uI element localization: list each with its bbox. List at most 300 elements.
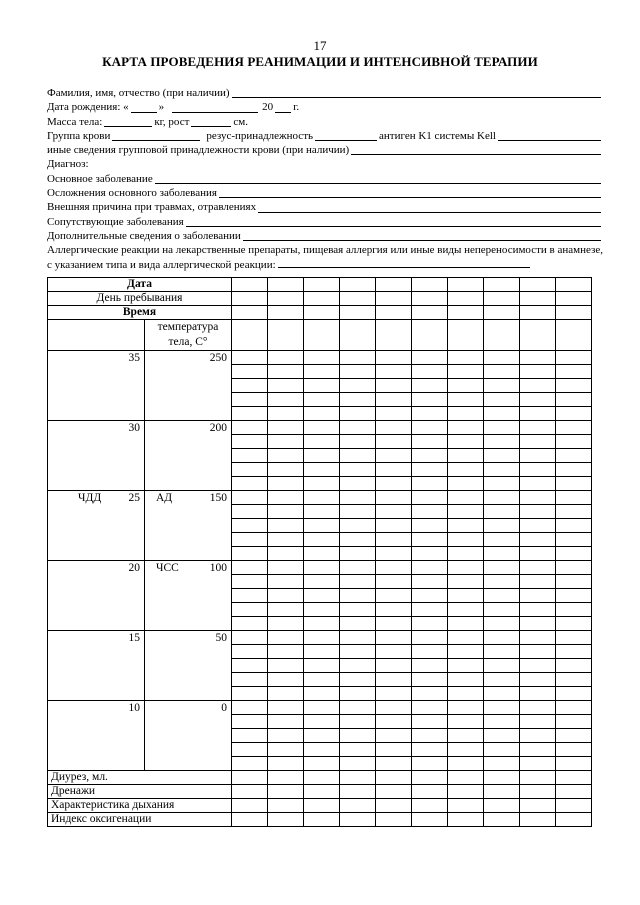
grid-cell[interactable] — [484, 729, 520, 743]
grid-cell[interactable] — [520, 393, 556, 407]
grid-cell[interactable] — [304, 645, 340, 659]
grid-cell[interactable] — [340, 407, 376, 421]
grid-cell[interactable] — [304, 575, 340, 589]
grid-cell[interactable] — [556, 292, 592, 306]
grid-cell[interactable] — [556, 561, 592, 575]
grid-cell[interactable] — [556, 306, 592, 320]
grid-cell[interactable] — [376, 673, 412, 687]
grid-cell[interactable] — [304, 407, 340, 421]
grid-cell[interactable] — [556, 813, 592, 827]
grid-cell[interactable] — [484, 673, 520, 687]
grid-cell[interactable] — [268, 617, 304, 631]
grid-cell[interactable] — [412, 631, 448, 645]
grid-cell[interactable] — [232, 421, 268, 435]
grid-cell[interactable] — [484, 785, 520, 799]
grid-cell[interactable] — [304, 365, 340, 379]
grid-cell[interactable] — [484, 715, 520, 729]
grid-cell[interactable] — [484, 799, 520, 813]
grid-cell[interactable] — [556, 715, 592, 729]
grid-cell[interactable] — [304, 547, 340, 561]
grid-cell[interactable] — [556, 547, 592, 561]
grid-cell[interactable] — [484, 421, 520, 435]
grid-cell[interactable] — [412, 645, 448, 659]
grid-cell[interactable] — [376, 547, 412, 561]
grid-cell[interactable] — [232, 813, 268, 827]
rh-field[interactable] — [315, 130, 377, 141]
grid-cell[interactable] — [376, 505, 412, 519]
grid-cell[interactable] — [484, 393, 520, 407]
grid-cell[interactable] — [268, 463, 304, 477]
grid-cell[interactable] — [340, 320, 376, 351]
grid-cell[interactable] — [448, 673, 484, 687]
grid-cell[interactable] — [520, 799, 556, 813]
grid-cell[interactable] — [232, 320, 268, 351]
grid-cell[interactable] — [448, 449, 484, 463]
grid-cell[interactable] — [340, 505, 376, 519]
grid-cell[interactable] — [340, 463, 376, 477]
grid-cell[interactable] — [556, 589, 592, 603]
grid-cell[interactable] — [376, 729, 412, 743]
grid-cell[interactable] — [232, 278, 268, 292]
grid-cell[interactable] — [412, 365, 448, 379]
grid-cell[interactable] — [340, 743, 376, 757]
grid-cell[interactable] — [268, 533, 304, 547]
grid-cell[interactable] — [232, 407, 268, 421]
grid-cell[interactable] — [412, 757, 448, 771]
grid-cell[interactable] — [556, 701, 592, 715]
grid-cell[interactable] — [376, 561, 412, 575]
grid-cell[interactable] — [520, 407, 556, 421]
grid-cell[interactable] — [520, 449, 556, 463]
grid-cell[interactable] — [448, 463, 484, 477]
grid-cell[interactable] — [556, 631, 592, 645]
grid-cell[interactable] — [484, 306, 520, 320]
grid-cell[interactable] — [556, 351, 592, 365]
grid-cell[interactable] — [412, 799, 448, 813]
grid-cell[interactable] — [520, 519, 556, 533]
grid-cell[interactable] — [340, 421, 376, 435]
grid-cell[interactable] — [448, 771, 484, 785]
grid-cell[interactable] — [412, 729, 448, 743]
grid-cell[interactable] — [556, 603, 592, 617]
allergy-field[interactable] — [278, 258, 530, 268]
grid-cell[interactable] — [232, 617, 268, 631]
grid-cell[interactable] — [448, 645, 484, 659]
grid-cell[interactable] — [448, 659, 484, 673]
grid-cell[interactable] — [484, 687, 520, 701]
grid-cell[interactable] — [232, 673, 268, 687]
grid-cell[interactable] — [556, 379, 592, 393]
grid-cell[interactable] — [268, 715, 304, 729]
grid-cell[interactable] — [520, 701, 556, 715]
grid-cell[interactable] — [448, 617, 484, 631]
grid-cell[interactable] — [376, 320, 412, 351]
grid-cell[interactable] — [232, 533, 268, 547]
grid-cell[interactable] — [304, 421, 340, 435]
grid-cell[interactable] — [520, 771, 556, 785]
grid-cell[interactable] — [304, 603, 340, 617]
grid-cell[interactable] — [376, 701, 412, 715]
grid-cell[interactable] — [412, 435, 448, 449]
grid-cell[interactable] — [448, 743, 484, 757]
grid-cell[interactable] — [484, 589, 520, 603]
grid-cell[interactable] — [484, 547, 520, 561]
grid-cell[interactable] — [484, 603, 520, 617]
grid-cell[interactable] — [232, 785, 268, 799]
grid-cell[interactable] — [412, 393, 448, 407]
grid-cell[interactable] — [448, 757, 484, 771]
grid-cell[interactable] — [376, 407, 412, 421]
grid-cell[interactable] — [376, 631, 412, 645]
grid-cell[interactable] — [484, 631, 520, 645]
grid-cell[interactable] — [376, 799, 412, 813]
grid-cell[interactable] — [448, 519, 484, 533]
grid-cell[interactable] — [268, 379, 304, 393]
grid-cell[interactable] — [268, 505, 304, 519]
grid-cell[interactable] — [484, 659, 520, 673]
grid-cell[interactable] — [232, 729, 268, 743]
grid-cell[interactable] — [268, 365, 304, 379]
grid-cell[interactable] — [268, 659, 304, 673]
grid-cell[interactable] — [484, 491, 520, 505]
grid-cell[interactable] — [376, 278, 412, 292]
grid-cell[interactable] — [232, 491, 268, 505]
grid-cell[interactable] — [520, 617, 556, 631]
grid-cell[interactable] — [232, 701, 268, 715]
grid-cell[interactable] — [484, 575, 520, 589]
grid-cell[interactable] — [556, 491, 592, 505]
grid-cell[interactable] — [376, 365, 412, 379]
grid-cell[interactable] — [484, 533, 520, 547]
grid-cell[interactable] — [448, 547, 484, 561]
grid-cell[interactable] — [304, 617, 340, 631]
grid-cell[interactable] — [412, 421, 448, 435]
grid-cell[interactable] — [412, 715, 448, 729]
grid-cell[interactable] — [232, 631, 268, 645]
grid-cell[interactable] — [484, 278, 520, 292]
grid-cell[interactable] — [304, 743, 340, 757]
grid-cell[interactable] — [340, 491, 376, 505]
grid-cell[interactable] — [376, 533, 412, 547]
grid-cell[interactable] — [412, 575, 448, 589]
grid-cell[interactable] — [268, 757, 304, 771]
grid-cell[interactable] — [304, 729, 340, 743]
grid-cell[interactable] — [484, 519, 520, 533]
grid-cell[interactable] — [520, 729, 556, 743]
grid-cell[interactable] — [232, 757, 268, 771]
grid-cell[interactable] — [412, 477, 448, 491]
grid-cell[interactable] — [376, 379, 412, 393]
grid-cell[interactable] — [268, 813, 304, 827]
grid-cell[interactable] — [376, 715, 412, 729]
grid-cell[interactable] — [376, 575, 412, 589]
grid-cell[interactable] — [304, 292, 340, 306]
grid-cell[interactable] — [448, 292, 484, 306]
grid-cell[interactable] — [268, 771, 304, 785]
grid-cell[interactable] — [268, 785, 304, 799]
grid-cell[interactable] — [520, 491, 556, 505]
grid-cell[interactable] — [448, 505, 484, 519]
grid-cell[interactable] — [556, 477, 592, 491]
grid-cell[interactable] — [448, 799, 484, 813]
grid-cell[interactable] — [304, 771, 340, 785]
height-field[interactable] — [191, 116, 231, 127]
grid-cell[interactable] — [268, 491, 304, 505]
grid-cell[interactable] — [448, 687, 484, 701]
grid-cell[interactable] — [340, 659, 376, 673]
grid-cell[interactable] — [340, 799, 376, 813]
grid-cell[interactable] — [340, 533, 376, 547]
grid-cell[interactable] — [520, 785, 556, 799]
grid-cell[interactable] — [232, 477, 268, 491]
grid-cell[interactable] — [376, 351, 412, 365]
grid-cell[interactable] — [448, 379, 484, 393]
grid-cell[interactable] — [232, 463, 268, 477]
grid-cell[interactable] — [448, 589, 484, 603]
grid-cell[interactable] — [484, 449, 520, 463]
grid-cell[interactable] — [520, 505, 556, 519]
external-field[interactable] — [258, 202, 601, 213]
grid-cell[interactable] — [412, 547, 448, 561]
grid-cell[interactable] — [520, 292, 556, 306]
grid-cell[interactable] — [232, 659, 268, 673]
grid-cell[interactable] — [448, 533, 484, 547]
grid-cell[interactable] — [376, 306, 412, 320]
grid-cell[interactable] — [304, 393, 340, 407]
grid-cell[interactable] — [484, 379, 520, 393]
grid-cell[interactable] — [304, 659, 340, 673]
grid-cell[interactable] — [376, 519, 412, 533]
grid-cell[interactable] — [232, 771, 268, 785]
grid-cell[interactable] — [484, 757, 520, 771]
grid-cell[interactable] — [556, 278, 592, 292]
dob-month-field[interactable] — [172, 102, 258, 113]
grid-cell[interactable] — [520, 757, 556, 771]
grid-cell[interactable] — [304, 449, 340, 463]
grid-cell[interactable] — [304, 785, 340, 799]
grid-cell[interactable] — [448, 306, 484, 320]
grid-cell[interactable] — [484, 320, 520, 351]
grid-cell[interactable] — [268, 306, 304, 320]
grid-cell[interactable] — [448, 320, 484, 351]
blood-field[interactable] — [112, 130, 200, 141]
grid-cell[interactable] — [520, 645, 556, 659]
grid-cell[interactable] — [484, 505, 520, 519]
grid-cell[interactable] — [556, 729, 592, 743]
grid-cell[interactable] — [340, 813, 376, 827]
grid-cell[interactable] — [232, 449, 268, 463]
grid-cell[interactable] — [412, 743, 448, 757]
grid-cell[interactable] — [268, 673, 304, 687]
grid-cell[interactable] — [484, 365, 520, 379]
grid-cell[interactable] — [484, 435, 520, 449]
grid-cell[interactable] — [412, 449, 448, 463]
grid-cell[interactable] — [448, 435, 484, 449]
grid-cell[interactable] — [232, 519, 268, 533]
grid-cell[interactable] — [520, 589, 556, 603]
grid-cell[interactable] — [520, 306, 556, 320]
grid-cell[interactable] — [268, 477, 304, 491]
grid-cell[interactable] — [448, 393, 484, 407]
grid-cell[interactable] — [556, 687, 592, 701]
grid-cell[interactable] — [268, 603, 304, 617]
grid-cell[interactable] — [304, 799, 340, 813]
grid-cell[interactable] — [232, 687, 268, 701]
grid-cell[interactable] — [376, 757, 412, 771]
grid-cell[interactable] — [340, 673, 376, 687]
grid-cell[interactable] — [376, 617, 412, 631]
grid-cell[interactable] — [412, 519, 448, 533]
grid-cell[interactable] — [304, 463, 340, 477]
grid-cell[interactable] — [556, 435, 592, 449]
grid-cell[interactable] — [232, 603, 268, 617]
grid-cell[interactable] — [268, 351, 304, 365]
grid-cell[interactable] — [412, 701, 448, 715]
additional-field[interactable] — [243, 230, 601, 241]
grid-cell[interactable] — [304, 477, 340, 491]
grid-cell[interactable] — [412, 561, 448, 575]
grid-cell[interactable] — [520, 659, 556, 673]
grid-cell[interactable] — [268, 729, 304, 743]
grid-cell[interactable] — [268, 799, 304, 813]
grid-cell[interactable] — [484, 561, 520, 575]
grid-cell[interactable] — [232, 799, 268, 813]
grid-cell[interactable] — [232, 505, 268, 519]
dob-day-field[interactable] — [131, 102, 157, 113]
grid-cell[interactable] — [448, 561, 484, 575]
grid-cell[interactable] — [412, 407, 448, 421]
grid-cell[interactable] — [556, 421, 592, 435]
grid-cell[interactable] — [556, 645, 592, 659]
mass-field[interactable] — [104, 116, 152, 127]
grid-cell[interactable] — [520, 631, 556, 645]
grid-cell[interactable] — [340, 715, 376, 729]
grid-cell[interactable] — [520, 603, 556, 617]
grid-cell[interactable] — [484, 477, 520, 491]
grid-cell[interactable] — [340, 757, 376, 771]
grid-cell[interactable] — [340, 477, 376, 491]
grid-cell[interactable] — [268, 320, 304, 351]
grid-cell[interactable] — [448, 729, 484, 743]
grid-cell[interactable] — [520, 561, 556, 575]
grid-cell[interactable] — [304, 435, 340, 449]
grid-cell[interactable] — [340, 631, 376, 645]
grid-cell[interactable] — [376, 771, 412, 785]
grid-cell[interactable] — [304, 379, 340, 393]
grid-cell[interactable] — [556, 799, 592, 813]
grid-cell[interactable] — [304, 757, 340, 771]
grid-cell[interactable] — [520, 421, 556, 435]
grid-cell[interactable] — [448, 421, 484, 435]
grid-cell[interactable] — [304, 701, 340, 715]
grid-cell[interactable] — [340, 547, 376, 561]
grid-cell[interactable] — [268, 435, 304, 449]
grid-cell[interactable] — [412, 785, 448, 799]
grid-cell[interactable] — [412, 292, 448, 306]
grid-cell[interactable] — [412, 351, 448, 365]
grid-cell[interactable] — [376, 435, 412, 449]
grid-cell[interactable] — [340, 701, 376, 715]
grid-cell[interactable] — [484, 813, 520, 827]
grid-cell[interactable] — [376, 491, 412, 505]
grid-cell[interactable] — [340, 292, 376, 306]
grid-cell[interactable] — [232, 715, 268, 729]
grid-cell[interactable] — [448, 603, 484, 617]
grid-cell[interactable] — [268, 547, 304, 561]
grid-cell[interactable] — [268, 743, 304, 757]
grid-cell[interactable] — [556, 771, 592, 785]
grid-cell[interactable] — [556, 407, 592, 421]
grid-cell[interactable] — [520, 435, 556, 449]
grid-cell[interactable] — [556, 449, 592, 463]
grid-cell[interactable] — [412, 505, 448, 519]
grid-cell[interactable] — [448, 351, 484, 365]
grid-cell[interactable] — [304, 561, 340, 575]
grid-cell[interactable] — [340, 561, 376, 575]
grid-cell[interactable] — [268, 449, 304, 463]
grid-cell[interactable] — [340, 687, 376, 701]
grid-cell[interactable] — [520, 379, 556, 393]
other-blood-field[interactable] — [351, 144, 601, 155]
grid-cell[interactable] — [484, 351, 520, 365]
grid-cell[interactable] — [304, 491, 340, 505]
grid-cell[interactable] — [484, 743, 520, 757]
grid-cell[interactable] — [376, 292, 412, 306]
grid-cell[interactable] — [556, 575, 592, 589]
grid-cell[interactable] — [520, 547, 556, 561]
grid-cell[interactable] — [520, 743, 556, 757]
grid-cell[interactable] — [232, 561, 268, 575]
grid-cell[interactable] — [268, 393, 304, 407]
grid-cell[interactable] — [340, 589, 376, 603]
grid-cell[interactable] — [556, 365, 592, 379]
grid-cell[interactable] — [232, 292, 268, 306]
grid-cell[interactable] — [556, 757, 592, 771]
grid-cell[interactable] — [484, 771, 520, 785]
grid-cell[interactable] — [268, 561, 304, 575]
grid-cell[interactable] — [412, 771, 448, 785]
grid-cell[interactable] — [556, 673, 592, 687]
grid-cell[interactable] — [268, 645, 304, 659]
grid-cell[interactable] — [556, 519, 592, 533]
grid-cell[interactable] — [376, 687, 412, 701]
grid-cell[interactable] — [448, 477, 484, 491]
grid-cell[interactable] — [340, 575, 376, 589]
grid-cell[interactable] — [556, 743, 592, 757]
grid-cell[interactable] — [304, 673, 340, 687]
grid-cell[interactable] — [268, 589, 304, 603]
grid-cell[interactable] — [520, 463, 556, 477]
grid-cell[interactable] — [232, 743, 268, 757]
grid-cell[interactable] — [412, 603, 448, 617]
grid-cell[interactable] — [268, 687, 304, 701]
grid-cell[interactable] — [448, 631, 484, 645]
grid-cell[interactable] — [304, 320, 340, 351]
grid-cell[interactable] — [520, 477, 556, 491]
grid-cell[interactable] — [520, 673, 556, 687]
grid-cell[interactable] — [412, 659, 448, 673]
grid-cell[interactable] — [340, 365, 376, 379]
grid-cell[interactable] — [520, 575, 556, 589]
grid-cell[interactable] — [556, 320, 592, 351]
grid-cell[interactable] — [556, 785, 592, 799]
grid-cell[interactable] — [376, 463, 412, 477]
grid-cell[interactable] — [232, 435, 268, 449]
grid-cell[interactable] — [376, 421, 412, 435]
kell-field[interactable] — [498, 130, 601, 141]
grid-cell[interactable] — [448, 575, 484, 589]
grid-cell[interactable] — [340, 278, 376, 292]
